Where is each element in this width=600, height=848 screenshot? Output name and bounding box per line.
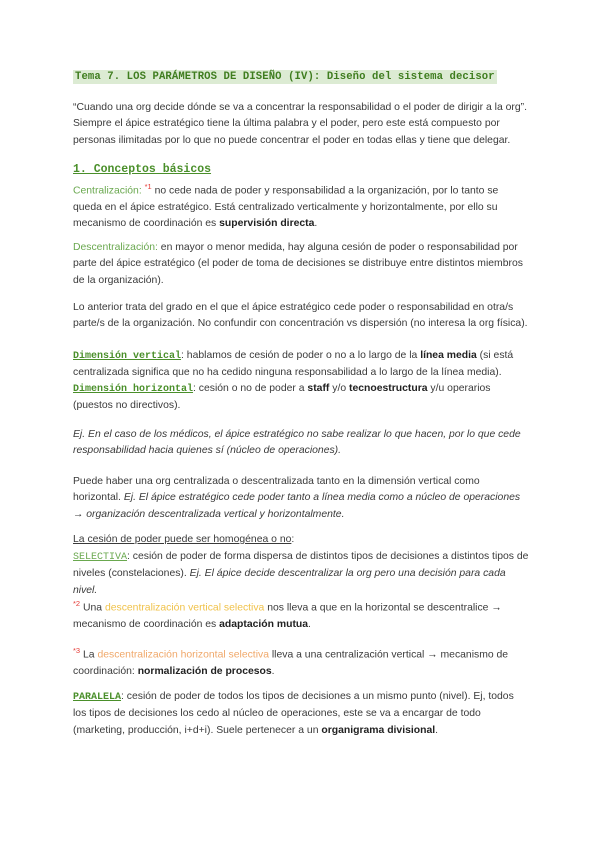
term-label: Descentralización: (73, 242, 158, 253)
paragraph (73, 596, 529, 633)
footnote-marker: *3 (73, 646, 81, 655)
text: y/o (329, 383, 350, 394)
text: : hablamos de cesión de poder o no a lo largo de la (181, 350, 421, 361)
bold-text: normalización de procesos (137, 665, 272, 677)
paragraph (73, 240, 529, 289)
text: (si está centralizada significa que no ha cedido ninguna responsabilidad a lo largo de la línea media). (73, 350, 514, 379)
term-heading: PARALELA (73, 692, 122, 703)
text: “Cuando una org decide dónde se va a concentrar la responsabilidad o el poder de dirigir a la org”. Siempre el ápice estratégico tiene la última palabra y el poder, pero este está compuesto por personas ilimitadas por lo que no puede concentrar el poder en todas ellas y tiene que delegar. (73, 102, 528, 146)
paragraph (73, 300, 529, 333)
text: Puede haber una org centralizada o descentralizada tanto en la dimensión vertical como horizontal. (73, 476, 480, 504)
paragraph (73, 643, 529, 680)
paragraph (73, 474, 529, 523)
paragraph (73, 348, 529, 382)
paragraph (73, 179, 529, 233)
footnote-marker: *1 (144, 182, 152, 191)
bold-text: organigrama divisional (321, 724, 436, 736)
paragraph (73, 381, 529, 415)
highlighted-term: descentralización horizontal selectiva (97, 649, 269, 661)
paragraph (73, 689, 529, 739)
text: . (435, 724, 439, 736)
example-text: Ej. En el caso de los médicos, el ápice estratégico no sabe realizar lo que hacen, por lo que cede responsabilidad hacia quienes sí (núcleo de operaciones). (73, 429, 521, 457)
paragraph (73, 549, 529, 599)
text: Una (80, 602, 105, 614)
bold-text: tecnoestructura (349, 383, 428, 394)
bold-text: staff (307, 383, 330, 394)
text: . (271, 665, 275, 677)
paragraph (73, 532, 529, 548)
text: nos lleva a que en la horizontal se descentralice → mecanismo de coordinación es (73, 602, 502, 630)
text: en mayor o menor medida, hay alguna cesión de poder o responsabilidad por parte del ápice estratégico (el poder de toma de decisiones se distribuye entre distintos miembros de la organización). (73, 242, 523, 286)
bold-text: línea media (420, 350, 477, 361)
underlined-text: La cesión de poder puede ser homogénea o no (73, 534, 292, 545)
bold-text: adaptación mutua (219, 618, 309, 630)
example-text: Ej. El ápice decide descentralizar la org pero una decisión para cada nivel. (73, 568, 506, 596)
term-heading: SELECTIVA (73, 552, 128, 563)
paragraph (73, 427, 529, 460)
example-text: Ej. El ápice estratégico cede poder tanto a línea media como a núcleo de operaciones → organización descentralizada vertical y horizontalmente. (73, 492, 521, 520)
document-title: Tema 7. LOS PARÁMETROS DE DISEÑO (IV): Diseño del sistema decisor (75, 71, 495, 83)
text: Lo anterior trata del grado en el que el ápice estratégico cede poder o responsabilidad en otra/s parte/s de la organización. No confundir con concentración vs dispersión (no interesa la org física). (73, 302, 528, 330)
term-heading: Dimensión vertical (73, 351, 182, 362)
term-label: Centralización: (73, 185, 145, 197)
text: lleva a una centralización vertical → mecanismo de coordinación: (73, 649, 509, 677)
paragraph (73, 100, 529, 149)
highlighted-term: descentralización vertical selectiva (104, 602, 265, 614)
section-heading: 1. Conceptos básicos (73, 163, 212, 176)
text: . (308, 618, 311, 630)
footnote-marker: *2 (73, 599, 81, 608)
text: : (291, 534, 295, 545)
text: y/u operarios (puestos no directivos). (73, 383, 491, 412)
text: : cesión de poder de todos los tipos de decisiones a un mismo punto (nivel). Ej, todos los tipos de decisiones los cedo al núcleo de operaciones, este se va a encargar de todo (marketing, producción, i+d+i). Suele pertenecer a un (73, 691, 514, 736)
bold-text: supervisión directa (219, 218, 315, 230)
text: La (80, 649, 98, 661)
text: : cesión de poder de forma dispersa de distintos tipos de decisiones a distintos tipos de niveles (constelaciones). (73, 551, 529, 580)
term-heading: Dimensión horizontal (73, 384, 194, 395)
text: no cede nada de poder y responsabilidad a la organización, por lo tanto se queda en el ápice estratégico. Está centralizado verticalmente y horizontalmente, por ello su mecanismo de coordinación es (73, 185, 499, 230)
text: . (314, 218, 318, 230)
text: : cesión o no de poder a (193, 383, 308, 394)
